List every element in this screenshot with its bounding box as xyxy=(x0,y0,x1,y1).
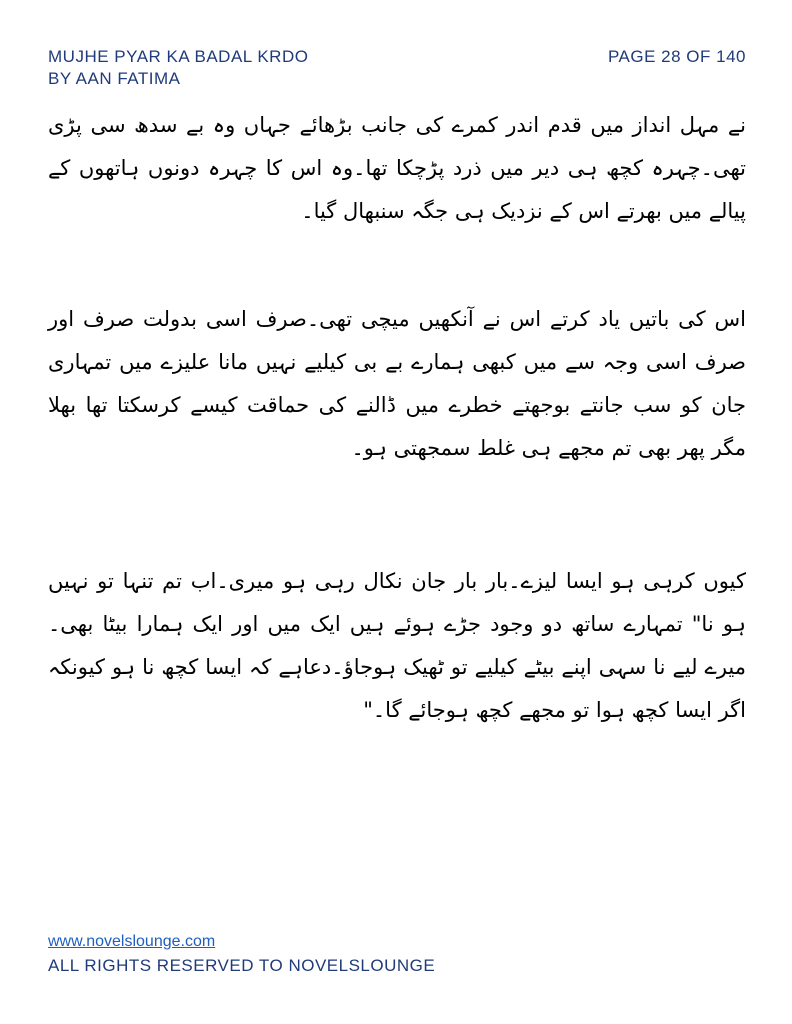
paragraph: کیوں کرہی ہو ایسا لیزے۔بار بار جان نکال رہی ہو میری۔اب تم تنہا تو نہیں ہو نا" تمہارے ساتھ دو وجود جڑے ہوئے ہیں ایک میں اور ایک ہمارا بیٹا بھی۔میرے لیے نا سہی اپنے بیٹے کیلیے تو ٹھیک ہوجاؤ۔دعاہے کہ ایسا کچھ نا ہو کیونکہ اگر ایسا کچھ ہوا تو مجھے کچھ ہوجائے گا۔" xyxy=(48,569,746,722)
document-author: BY AAN FATIMA xyxy=(48,69,181,88)
document-title: MUJHE PYAR KA BADAL KRDO xyxy=(48,47,309,66)
page-number: PAGE 28 OF 140 xyxy=(607,47,746,66)
website-link[interactable]: www.novelslounge.com xyxy=(48,933,216,950)
paragraph: اس کی باتیں یاد کرتے اس نے آنکھیں میچی تھی۔صرف اسی بدولت صرف اور صرف اسی وجہ سے میں کبھی ہمارے بے بی کیلیے نہیں مانا علیزے میں تمہاری جان کو سب جانتے بوجھتے خطرے میں ڈالنے کی حماقت کیسے کرسکتا تھا بھلا مگر پھر بھی تم مجھے ہی غلط سمجھتی ہو۔ xyxy=(48,307,746,460)
paragraph: نے مہل انداز میں قدم اندر کمرے کی جانب بڑھائے جہاں وہ بے سدھ سی پڑی تھی۔چہرہ کچھ ہی دیر میں ذرد پڑچکا تھا۔وہ اس کا چہرہ دونوں ہاتھوں کے پیالے میں بھرتے اس کے نزدیک ہی جگہ سنبھال گیا۔ xyxy=(48,113,746,223)
rights-notice: ALL RIGHTS RESERVED TO NOVELSLOUNGE xyxy=(48,956,436,975)
